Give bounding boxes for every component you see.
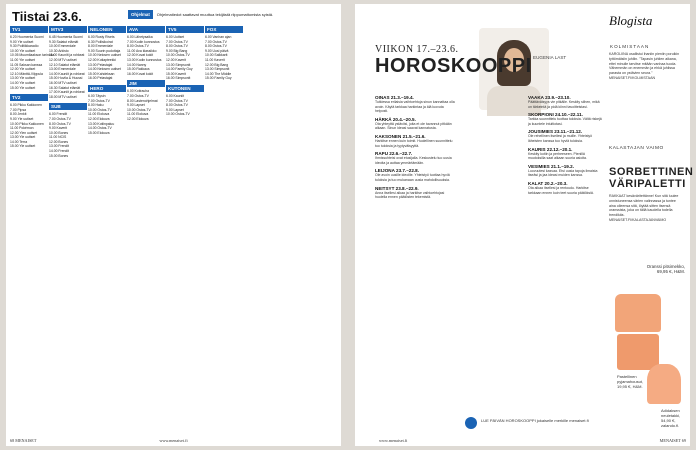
sign-body: Harkitse ennen kuin toimit. Huolellinen suunnittelu tuo tuloksia ja tyytyväisyyttä. <box>375 138 453 148</box>
program-line: 15.00 Family Guy <box>205 76 232 81</box>
program-line: 9.30 Politiikkaradio <box>10 44 39 49</box>
channel-block <box>205 26 243 81</box>
program-line: 7.00 Ostos-TV <box>166 98 188 103</box>
vaimo-text: RAKKAAT kesäväritettänne! Kun sitä luulee onnistuneensa värien valinnassa ja tuntee aina olleensa sitä, löytää sitten itsensä oranssista, joka on tällä kaudella todella trendikäs. MENAISET.FI/KALASTAJANVAIMO <box>609 194 679 222</box>
program-line: 12.00 Elokuva <box>88 116 110 121</box>
program-line: 9.00 Yle uutiset <box>10 116 34 121</box>
program-line: 8.00 Ostos-TV <box>127 44 149 49</box>
program-line: 12.00 Kovat kokit <box>127 53 154 58</box>
program-line: 10.00 Emmerdale <box>49 44 76 49</box>
program-line: 14.00 Frendit <box>49 149 69 154</box>
program-line: 12.00 Big Bang <box>205 62 229 67</box>
sign-name: KAURIS 22.12.–20.1. <box>528 146 573 152</box>
left-page <box>6 4 341 446</box>
program-line: 6.20 Huomenta Suomi <box>10 35 44 39</box>
program-line: 7.00 Kodin kunnostus <box>127 39 160 44</box>
sign-name: KAKSONEN 21.5.–21.6. <box>375 133 426 139</box>
sign-name: OINAS 21.3.–19.4. <box>375 95 414 100</box>
channel-name: TV1 <box>10 26 48 33</box>
program-line: 7.00 Ostos-TV <box>205 39 227 44</box>
sign-body: Keskity kotiin ja perheeseen. Pienillä muutoksilla saat aikaan suuria asioita. <box>528 151 587 161</box>
program-line: 6.30 Poliisikoirat <box>88 39 113 44</box>
program-line: 10.30 Arkisto <box>49 48 69 53</box>
program-line: 6.45 Huomenta Suomi <box>49 35 83 39</box>
program-line: 15.00 Yle uutiset <box>10 85 36 90</box>
signs-left <box>375 92 455 200</box>
horoscope-week: VIIKON 17.–23.6. <box>375 44 459 55</box>
sign-name: RAPU 22.6.–22.7. <box>375 151 413 157</box>
program-line: 16.30 Salatut elämät <box>49 85 81 90</box>
program-line: 14.00 Ostos-TV <box>88 126 112 131</box>
cardigan-image <box>647 364 681 404</box>
pajama-top-image <box>615 294 661 332</box>
program-line: 14.00 Family Guy <box>166 67 193 72</box>
program-line: 15.00 Elokuva <box>88 130 110 135</box>
footer-right: MENAISET 69 <box>659 438 686 443</box>
sign-name: JOUSIMIES 23.11.–21.12. <box>528 129 583 135</box>
channel-block <box>10 26 55 90</box>
program-line: 7.00 Ostos-TV <box>166 39 188 44</box>
channel-block <box>127 26 165 76</box>
sign-name: SKORPIONI 24.10.–22.11. <box>528 112 583 118</box>
program-line: 12.10 Salatut elämät <box>49 62 81 67</box>
channel-name: HERO <box>88 85 126 92</box>
program-line: 14.00 Kauniit ja rohkeat <box>49 71 85 76</box>
program-line: 10.00 Ostos-TV <box>166 112 190 117</box>
sign-body: Ota yhteyttä ystäviisi, joita et ole tavannut pitkään aikaan. Sinun ideasi saavat kannatusta. <box>375 121 452 131</box>
program-line: 16.00 Pelastajat <box>88 76 113 81</box>
program-line: 14.00 Terra <box>10 139 28 144</box>
program-line: 13.00 Yle uutiset <box>10 135 36 140</box>
program-line: 13.00 Simpsonit <box>166 62 191 67</box>
program-line: 7.00 Ostos-TV <box>49 116 71 121</box>
orange-dress-note: Oranssi pitsimekko, 69,95 €, H&M. <box>646 264 685 274</box>
channel-block <box>49 103 87 158</box>
horoscope-title <box>375 44 532 78</box>
blog-text: KAROLIINA osallistui ihaniin pieniin poruikin tyttömäisiin juhliin. "Tapasin juhlien aikana, ettei minulle tarvitse mitään vanhaa tuoda. Vähemmän on enemmän ja ehkä juhlissa parasta on ystävien seura." MENAISET.FI/KOLMISTAAN <box>609 52 680 80</box>
program-line: 12.00 Elokuva <box>127 116 149 121</box>
sign-body: Anna itsellesi aikaa ja harkitse vaihtoehtojasi huolella ennen päätösten tekemistä. <box>375 190 445 200</box>
program-line: 11.00 Pokémon <box>10 126 34 131</box>
program-line: 10.00 Ostos-TV <box>166 53 190 58</box>
program-line: 12.10 Mänttä-Vilppula <box>10 71 43 76</box>
sign-body: Tutkiessa erilaisia vaihtoehtoja sinun kannattaa olla avoin. Käytä tarkkaa harkintaa ja älä luovuta helposti. <box>375 100 455 114</box>
program-line: 6.00 Lähetysaika <box>127 35 153 39</box>
program-line: 12.00 MTV uutiset <box>49 57 77 62</box>
channel-name: JIM <box>127 80 165 87</box>
sign-name: VAAKA 23.9.–23.10. <box>528 95 571 100</box>
program-line: 14.00 The Middle <box>205 71 232 76</box>
program-line: 6.00 Kotirauha <box>127 89 150 94</box>
program-line: 9.00 Big Bang <box>166 48 188 53</box>
program-line: 16.00 Kovat kokit <box>127 71 154 76</box>
program-line: 12.00 Kotiapteekki <box>88 57 116 62</box>
program-line: 11.00 Yle uutiset <box>10 57 35 62</box>
tv-column <box>49 26 87 424</box>
tv-column <box>88 26 126 424</box>
footer-left: 68 MENAISET <box>10 438 37 443</box>
channel-name: FOX <box>205 26 243 33</box>
program-line: 6.00 Uutiset <box>166 35 185 39</box>
horoscope-author: EUGENIA LAST <box>533 55 567 60</box>
cardigan-note: Adidaksen neuletakki, 54,90 €, zalando.fi. <box>661 408 681 428</box>
program-line: 13.00 Yle uutiset <box>10 76 36 81</box>
pajama-pants-image <box>617 334 659 370</box>
tv-column <box>10 26 55 424</box>
channel-block <box>49 26 87 99</box>
program-line: 8.00 Ostos-TV <box>49 121 71 126</box>
program-banner <box>128 8 338 20</box>
program-line: 11.00 Kaverit <box>205 57 225 62</box>
sign-name: NEITSYT 23.8.–22.9. <box>375 185 419 191</box>
sorbetti-title: SORBETTINEN VÄRIPALETTI <box>609 166 694 190</box>
program-line: 9.00 Suurin pudottaja <box>88 48 121 53</box>
program-line: 18.00 MTV uutiset <box>49 94 77 99</box>
sign-body: Ole avoin uusille ideoille. Yhteistyö tuottaa hyviä tuloksia ja tuo mukanaan uusia mahdollisuuksia. <box>375 173 450 182</box>
tv-column <box>127 26 165 424</box>
pants-note: Pastellinen pyjamahousut, 19,95 €, H&M. <box>617 374 644 389</box>
program-line: 11.05 Saksan kanssa <box>10 62 43 67</box>
channel-block <box>10 94 48 149</box>
channel-block <box>166 85 204 117</box>
program-line: 7.00 Pipsa <box>10 107 27 112</box>
program-line: 10.00 Salkkarit <box>205 53 228 58</box>
channel-block <box>88 26 126 81</box>
program-line: 8.00 Ostos-TV <box>166 44 188 49</box>
program-line: 7.00 Ostos-TV <box>88 98 110 103</box>
program-line: 10.05 Muumilaakson tarinoita <box>10 53 55 58</box>
program-line: 11.00 Ava klassikko <box>127 48 157 53</box>
vaimo-kicker: KALASTAJAN VAIMO <box>609 146 664 151</box>
program-line: 12.00 Bones <box>49 139 69 144</box>
program-line: 16.00 Simpsonit <box>166 76 191 81</box>
program-line: 6.00 Frendit <box>49 112 68 117</box>
program-line: 8.00 Haku <box>88 103 104 108</box>
tv-column <box>244 26 282 424</box>
program-line: 10.00 Pikku Kakkonen <box>10 121 44 126</box>
program-line: 12.00 Yle uutiset <box>10 67 36 72</box>
sign-body: Ole rehellinen itsellesi ja muille. Yhteistyö läheisten kanssa tuo hyviä tuloksia. <box>528 134 593 143</box>
program-line: 10.00 Ostos-TV <box>127 107 151 112</box>
program-line: 6.00 Pikku Kakkonen <box>10 103 42 108</box>
channel-name: NELONEN <box>88 26 126 33</box>
sign-name: LEIJONA 23.7.–22.8. <box>375 168 420 174</box>
kolmistaan-kicker: KOLMISTAAN <box>610 44 650 49</box>
read-daily-horoscope[interactable]: LUE PÄIVÄN HOROSKOOPPI jokaiselle merkille menaiset.fi <box>481 418 589 423</box>
program-line: 8.00 Ostos-TV <box>166 103 188 108</box>
channel-block <box>166 26 204 81</box>
program-line: 7.00 Ostos-TV <box>127 93 149 98</box>
program-line: 14.00 Nelosen uutiset <box>88 67 121 72</box>
sign-name: KALAT 20.2.–20.3. <box>528 180 568 186</box>
sign-name: VESIMIES 21.1.–19.2. <box>528 163 574 169</box>
program-line: 15.00 Huvila & Huussi <box>49 76 83 81</box>
program-line: 9.00 Kaverit <box>49 126 68 131</box>
program-line: 15.00 Bones <box>49 153 69 158</box>
program-line: 15.00 Yle uutiset <box>10 144 36 149</box>
sign-body: Tarkka suunnittelu tuottaa tuloksia. Vältä riskejä ja kuuntele intuitiotasi. <box>528 117 602 126</box>
footer-url-right: www.menaiset.fi <box>379 438 408 443</box>
program-line: 16.00 MTV uutiset <box>49 80 77 85</box>
program-line: 8.00 Jenkit <box>10 112 27 117</box>
program-line: 6.00 Kauniit <box>166 93 184 98</box>
program-line: 10.00 Nelosen uutiset <box>88 53 121 58</box>
program-line: 9.30 Salatut elämät <box>49 39 79 44</box>
program-line: 13.00 Frendit <box>49 144 69 149</box>
channel-name: SUB <box>49 103 87 110</box>
horoscope-heading: HOROSKOOPPI <box>375 55 532 77</box>
program-line: 14.00 Nanny <box>127 62 147 67</box>
program-line: 11.00 NCIS <box>49 135 67 140</box>
channel-name: TV2 <box>10 94 48 101</box>
program-line: 11.00 Kauniit ja rohkeat <box>49 53 85 58</box>
program-line: 10.00 Ostos-TV <box>88 107 112 112</box>
sign-body: Ota aikaa itsellesi ja rentoudu. Harkitse tarkkaan ennen kuin teet suuria päätöksiä. <box>528 185 594 195</box>
program-line: 15.00 Kahdeksan <box>88 71 115 76</box>
program-line: 13.00 Pelastajat <box>88 62 113 67</box>
channel-name: MTV3 <box>49 26 87 33</box>
logo-circle-icon <box>465 417 477 429</box>
program-line: 8.00 Ostos-TV <box>205 44 227 49</box>
program-label: Ohjelmat <box>128 10 153 19</box>
program-line: 12.00 Kaverit <box>166 57 186 62</box>
tv-column <box>166 26 204 424</box>
channel-name: KUTONEN <box>166 85 204 92</box>
sign-body: Luovuutesi kasvaa. Etsi uusia tapoja ilmaista itseäsi ja jaa ideasi muiden kanssa. <box>528 168 598 178</box>
program-line: 11.00 Elokuva <box>127 112 149 117</box>
program-line: 13.00 Simpsonit <box>205 67 230 72</box>
program-line: 15.00 Rakkaus <box>127 67 150 72</box>
signs-right <box>528 92 602 195</box>
footer-url: www.menaiset.fi <box>159 438 188 443</box>
sign-body: Ihmissuhteisi ovat etusijalla. Keskustelu tuo uusia ideoita ja auttaa ymmärtämään. <box>375 156 452 165</box>
program-line: 6.00 Rusty Rivets <box>88 35 115 39</box>
program-line: 6.00 Täysin <box>88 93 106 98</box>
program-line: 12.00 Ylen uutiset <box>10 130 38 135</box>
program-line: 10.00 Bones <box>49 130 69 135</box>
program-disclaimer: Ohjelmatiedot saattavat muuttua tekijästä riippumattomista syistä. <box>156 11 274 17</box>
program-line: 8.00 Lastenohjelmat <box>127 98 158 103</box>
program-line: 11.00 Elokuva <box>88 112 110 117</box>
channel-name: AVA <box>127 26 165 33</box>
program-line: 9.00 Uusi päivä <box>205 48 229 53</box>
channel-block <box>127 80 165 121</box>
program-line: 13.00 Kotiinpaluu <box>88 121 115 126</box>
tv-column <box>205 26 243 424</box>
program-line: 10.00 Yle uutiset <box>10 48 36 53</box>
program-line: 17.00 Kauniit ja rohkeat <box>49 90 85 95</box>
program-line: 13.00 Emmerdale <box>49 67 76 72</box>
sign-body: Päättäväisyys vie pitkälle. Keskity siihen, mikä on tärkeintä ja pidä kiinni tavoitteistasi. <box>528 100 600 109</box>
channel-block <box>88 85 126 135</box>
program-line: 15.00 Kaverit <box>166 71 186 76</box>
channel-name: TV5 <box>166 26 204 33</box>
right-page <box>355 4 694 446</box>
page-title: Tiistai 23.6. <box>12 9 82 24</box>
program-line: 9.00 Yle uutiset <box>10 39 34 44</box>
program-line: 13.00 Kodin kunnostus <box>127 57 162 62</box>
program-line: 9.00 Lapset <box>127 103 145 108</box>
blog-title: Blogista <box>609 13 653 28</box>
program-line: 8.00 Emmerdale <box>88 44 113 49</box>
sign-name: HÄRKÄ 20.4.–20.5. <box>375 116 416 122</box>
program-line: 14.00 Yle uutiset <box>10 80 36 85</box>
program-line: 9.00 Lapset <box>166 107 184 112</box>
program-line: 6.00 Vanhan ajan <box>205 35 232 39</box>
